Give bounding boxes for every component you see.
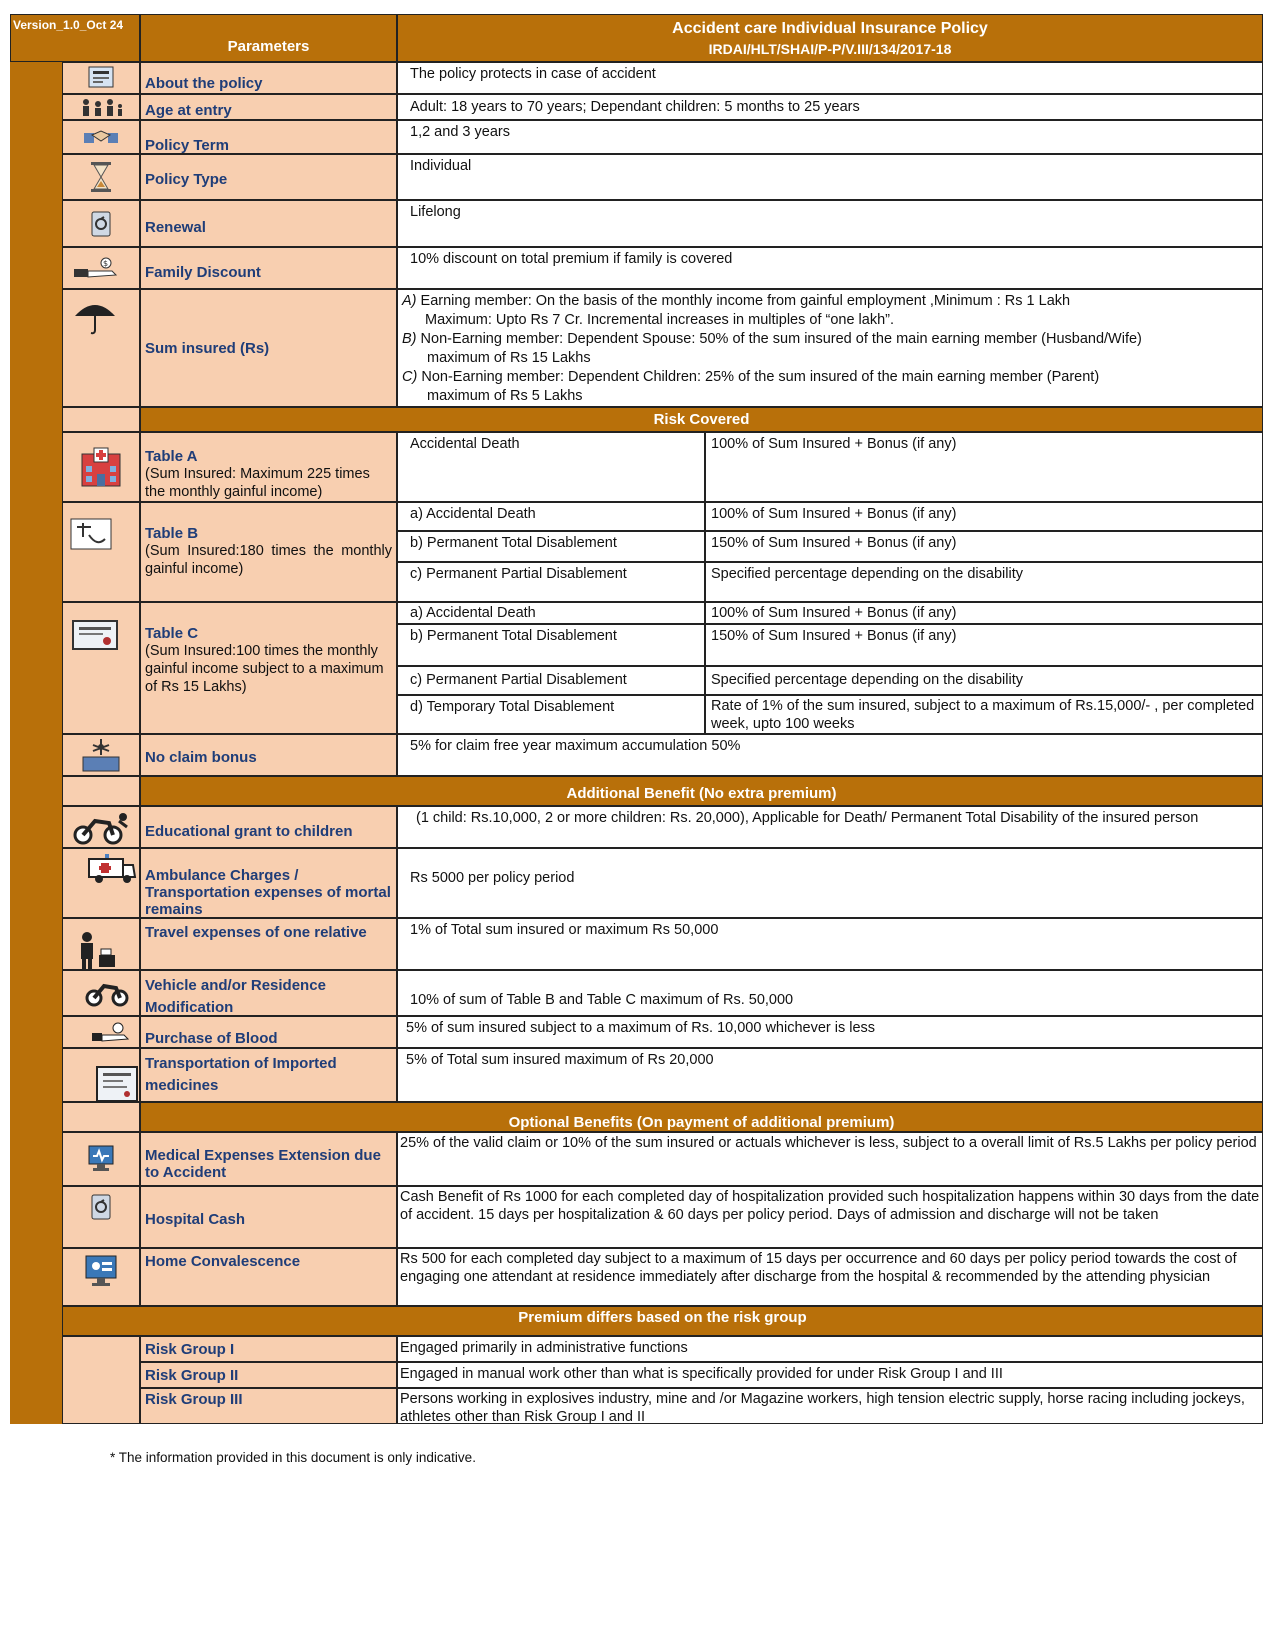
sum-line	[402, 330, 1258, 349]
risk-group-header: Premium differs based on the risk group	[62, 1306, 1263, 1336]
age-entry-value: Adult: 18 years to 70 years; Dependant children: 5 months to 25 years	[397, 94, 1263, 120]
risk-group-spacer	[62, 1336, 140, 1424]
basic-icon-cell	[62, 120, 140, 154]
table-a-desc: (Sum Insured: Maximum 225 times the monthly gainful income)	[145, 466, 370, 500]
about-policy-value: The policy protects in case of accident	[397, 62, 1263, 94]
medical-expenses-label: Medical Expenses Extension due to Accident	[140, 1132, 397, 1186]
basic-icon-cell	[62, 970, 140, 1016]
svg-text:$: $	[103, 259, 109, 268]
no-claim-value: 5% for claim free year maximum accumulation 50%	[397, 734, 1263, 776]
basic-icon-cell	[62, 806, 140, 848]
table-b-risk-3: c) Permanent Partial Disablement	[397, 562, 705, 602]
basic-icon-cell	[62, 200, 140, 247]
sum-line-text: Earning member: On the basis of the monthly income from gainful employment ,Minimum : Rs 1 Lakh	[420, 293, 1071, 309]
travel-expenses-value: 1% of Total sum insured or maximum Rs 50,000	[397, 918, 1263, 970]
sum-line	[402, 368, 1258, 387]
hourglass-icon	[89, 161, 113, 193]
policy-type-value: Individual	[397, 154, 1263, 200]
medical-expenses-value: 25% of the valid claim or 10% of the sum insured or actuals whichever is less, subject to a overall limit of Rs.5 Lakhs per policy period	[397, 1132, 1263, 1186]
table-c-benefit-1: 100% of Sum Insured + Bonus (if any)	[705, 602, 1263, 624]
educational-grant-label: Educational grant to children	[140, 806, 397, 848]
family-icon	[76, 97, 126, 117]
basic-icon-cell	[62, 848, 140, 918]
table-b-label	[140, 502, 397, 602]
section-spacer	[62, 776, 140, 806]
blood-hand-icon	[90, 1021, 136, 1043]
parameters-header: Parameters	[140, 14, 397, 62]
vehicle-modification-label: Vehicle and/or Residence Modification	[140, 970, 397, 1016]
table-b-risk-1: a) Accidental Death	[397, 502, 705, 531]
about-policy-label: About the policy	[140, 62, 397, 94]
policy-uin: IRDAI/HLT/SHAI/P-P/V.III/134/2017-18	[708, 41, 952, 57]
hand-money-icon	[72, 257, 130, 279]
hospital-cash-value: Cash Benefit of Rs 1000 for each completed day of hospitalization provided such hospitalization happens within 30 days from the date of accident. 15 days per hospitalization & 60 days per policy period. Days of admission and discharge will not be taken	[397, 1186, 1263, 1248]
table-c-label	[140, 602, 397, 734]
table-b-risk-2: b) Permanent Total Disablement	[397, 531, 705, 562]
accident-vehicle-icon	[69, 809, 133, 845]
policy-type-label: Policy Type	[140, 154, 397, 200]
no-claim-label: No claim bonus	[140, 734, 397, 776]
table-c-risk-3: c) Permanent Partial Disablement	[397, 666, 705, 695]
sum-insured-value	[397, 289, 1263, 407]
imported-medicines-label: Transportation of Imported medicines	[140, 1048, 397, 1102]
imported-medicines-value: 5% of Total sum insured maximum of Rs 20,000	[397, 1048, 1263, 1102]
basic-icon-cell	[62, 154, 140, 200]
hospital-cash-icon	[88, 1192, 114, 1222]
table-b-benefit-2: 150% of Sum Insured + Bonus (if any)	[705, 531, 1263, 562]
policy-title: Accident care Individual Insurance Policy	[672, 20, 988, 37]
sum-line-text: Maximum: Upto Rs 7 Cr. Incremental increases in multiples of “one lakh”.	[425, 312, 895, 328]
table-b-benefit-3: Specified percentage depending on the disability	[705, 562, 1263, 602]
hospital-cash-label: Hospital Cash	[140, 1186, 397, 1248]
risk-covered-header: Risk Covered	[140, 407, 1263, 432]
table-a-risk: Accidental Death	[397, 432, 705, 502]
risk-group-3-value: Persons working in explosives industry, mine and /or Magazine workers, high tension electric supply, horse racing including jockeys, athletes other than Risk Group I and II	[397, 1388, 1263, 1424]
medical-monitor-icon	[87, 1144, 115, 1174]
travel-expenses-label: Travel expenses of one relative	[140, 918, 397, 970]
risk-group-3-label: Risk Group III	[140, 1388, 397, 1424]
basic-icon-cell	[62, 1132, 140, 1186]
renewal-icon	[88, 209, 114, 239]
policy-title-header	[397, 14, 1263, 62]
basic-icon-cell	[62, 1048, 140, 1102]
sum-line-prefix: C)	[402, 369, 418, 385]
table-icon-cell	[62, 502, 140, 602]
sum-line	[402, 292, 1258, 311]
sum-line-text: Non-Earning member: Dependent Children: 25% of the sum insured of the main earning member (Parent)	[421, 369, 1100, 385]
table-b-name: Table B	[145, 525, 199, 542]
sum-line-prefix: A)	[402, 293, 417, 309]
sum-icon-cell	[62, 289, 140, 407]
sum-line-text: maximum of Rs 15 Lakhs	[427, 350, 591, 366]
table-c-benefit-2: 150% of Sum Insured + Bonus (if any)	[705, 624, 1263, 666]
risk-group-1-label: Risk Group I	[140, 1336, 397, 1362]
renewal-label: Renewal	[140, 200, 397, 247]
sum-line	[402, 349, 1258, 368]
person-desk-icon	[77, 931, 117, 971]
home-convalescence-value: Rs 500 for each completed day subject to a maximum of 15 days per occurrence and 60 days per policy period towards the cost of engaging one attendant at residence immediately after discharge from the hospital & recommended by the attending physician	[397, 1248, 1263, 1306]
left-brown-strip	[10, 14, 62, 1424]
handshake-icon	[82, 127, 120, 147]
sum-line-prefix: B)	[402, 331, 417, 347]
optional-header: Optional Benefits (On payment of additional premium)	[140, 1102, 1263, 1132]
risk-group-2-value: Engaged in manual work other than what is specifically provided for under Risk Group I and III	[397, 1362, 1263, 1388]
purchase-blood-label: Purchase of Blood	[140, 1016, 397, 1048]
sum-line	[402, 311, 1258, 330]
age-entry-label: Age at entry	[140, 94, 397, 120]
table-a-label	[140, 432, 397, 502]
educational-grant-value: (1 child: Rs.10,000, 2 or more children: Rs. 20,000), Applicable for Death/ Permanent Total Disability of the insured person	[397, 806, 1263, 848]
footnote: * The information provided in this document is only indicative.	[110, 1450, 476, 1465]
home-convalescence-label: Home Convalescence	[140, 1248, 397, 1306]
table-c-risk-2: b) Permanent Total Disablement	[397, 624, 705, 666]
table-a-benefit: 100% of Sum Insured + Bonus (if any)	[705, 432, 1263, 502]
table-c-risk-1: a) Accidental Death	[397, 602, 705, 624]
table-b-benefit-1: 100% of Sum Insured + Bonus (if any)	[705, 502, 1263, 531]
prescription-icon	[95, 1065, 139, 1103]
table-c-desc: (Sum Insured:100 times the monthly gainful income subject to a maximum of Rs 15 Lakhs)	[145, 643, 384, 695]
table-icon-cell	[62, 602, 140, 734]
table-c-benefit-4: Rate of 1% of the sum insured, subject to a maximum of Rs.15,000/- , per completed week, upto 100 weeks	[705, 695, 1263, 734]
vehicle-icon	[82, 978, 134, 1008]
table-a-name: Table A	[145, 448, 198, 465]
injury-icon	[69, 517, 113, 551]
basic-icon-cell	[62, 1186, 140, 1248]
basic-icon-cell	[62, 734, 140, 776]
purchase-blood-value: 5% of sum insured subject to a maximum of Rs. 10,000 whichever is less	[397, 1016, 1263, 1048]
family-discount-value: 10% discount on total premium if family is covered	[397, 247, 1263, 289]
table-c-risk-4: d) Temporary Total Disablement	[397, 695, 705, 734]
policy-term-value: 1,2 and 3 years	[397, 120, 1263, 154]
risk-group-1-value: Engaged primarily in administrative functions	[397, 1336, 1263, 1362]
sum-line-text: Non-Earning member: Dependent Spouse: 50% of the sum insured of the main earning member (Husband/Wife)	[420, 331, 1142, 347]
version-label: Version_1.0_Oct 24	[10, 14, 140, 62]
document-icon	[86, 65, 116, 91]
sum-line	[402, 387, 1258, 406]
table-c-benefit-3: Specified percentage depending on the disability	[705, 666, 1263, 695]
certificate-icon	[69, 617, 121, 653]
ambulance-label: Ambulance Charges / Transportation expenses of mortal remains	[140, 848, 397, 918]
ambulance-value: Rs 5000 per policy period	[397, 848, 1263, 918]
umbrella-icon	[73, 300, 117, 336]
risk-group-2-label: Risk Group II	[140, 1362, 397, 1388]
family-discount-label: Family Discount	[140, 247, 397, 289]
table-c-name: Table C	[145, 625, 199, 642]
table-b-desc: (Sum Insured:180 times the monthly gainful income)	[145, 543, 392, 577]
additional-header: Additional Benefit (No extra premium)	[140, 776, 1263, 806]
home-care-icon	[84, 1254, 118, 1290]
policy-term-label: Policy Term	[140, 120, 397, 154]
section-spacer	[62, 1102, 140, 1132]
basic-icon-cell	[62, 94, 140, 120]
hospital-icon	[78, 446, 124, 488]
table-icon-cell	[62, 432, 140, 502]
section-spacer	[62, 407, 140, 432]
ambulance-icon	[87, 853, 137, 885]
basic-icon-cell	[62, 247, 140, 289]
bonus-icon	[79, 737, 123, 773]
basic-icon-cell	[62, 1016, 140, 1048]
renewal-value: Lifelong	[397, 200, 1263, 247]
vehicle-modification-value: 10% of sum of Table B and Table C maximum of Rs. 50,000	[397, 970, 1263, 1016]
basic-icon-cell	[62, 918, 140, 970]
basic-icon-cell	[62, 62, 140, 94]
basic-icon-cell	[62, 1248, 140, 1306]
sum-line-text: maximum of Rs 5 Lakhs	[427, 388, 583, 404]
sum-insured-label: Sum insured (Rs)	[140, 289, 397, 407]
